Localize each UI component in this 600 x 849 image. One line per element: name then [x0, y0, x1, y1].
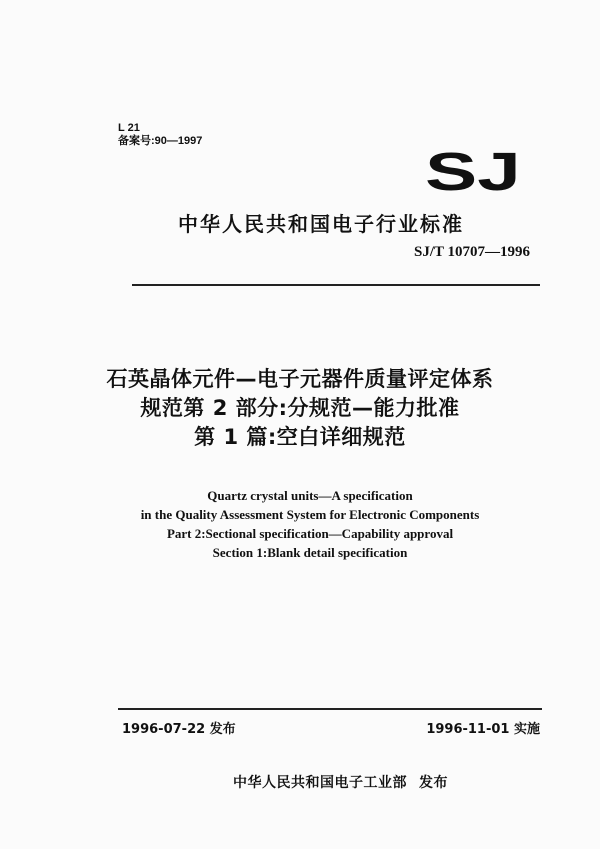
issuer-verb: 发布 — [419, 775, 448, 791]
chinese-title-line-2: 规范第 2 部分:分规范—能力批准 — [140, 396, 460, 420]
standard-title: 中华人民共和国电子行业标准 — [178, 212, 464, 236]
classification-block — [118, 122, 202, 148]
english-title-line-2: in the Quality Assessment System for Electronic Components — [140, 507, 480, 522]
english-title-line-1: Quartz crystal units—A specification — [207, 488, 413, 503]
chinese-title-line-1: 石英晶体元件—电子元器件质量评定体系 — [106, 367, 494, 391]
bottom-divider — [118, 708, 542, 710]
english-title — [100, 486, 520, 562]
chinese-title — [100, 365, 500, 452]
issue-date: 1996-07-22 发布 — [122, 722, 236, 737]
english-title-line-4: Section 1:Blank detail specification — [212, 545, 408, 560]
issuer — [233, 772, 448, 792]
top-divider — [132, 284, 540, 286]
english-title-line-3: Part 2:Sectional specification—Capability approval — [166, 526, 454, 541]
record-number: 备案号:90—1997 — [118, 135, 203, 147]
standard-number: SJ/T 10707—1996 — [414, 244, 530, 260]
classification-code: L 21 — [118, 122, 140, 134]
chinese-title-line-3: 第 1 篇:空白详细规范 — [194, 425, 406, 449]
issuer-name: 中华人民共和国电子工业部 — [233, 775, 407, 791]
implementation-date: 1996-11-01 实施 — [426, 722, 540, 737]
sj-logo: SJ — [425, 142, 521, 202]
